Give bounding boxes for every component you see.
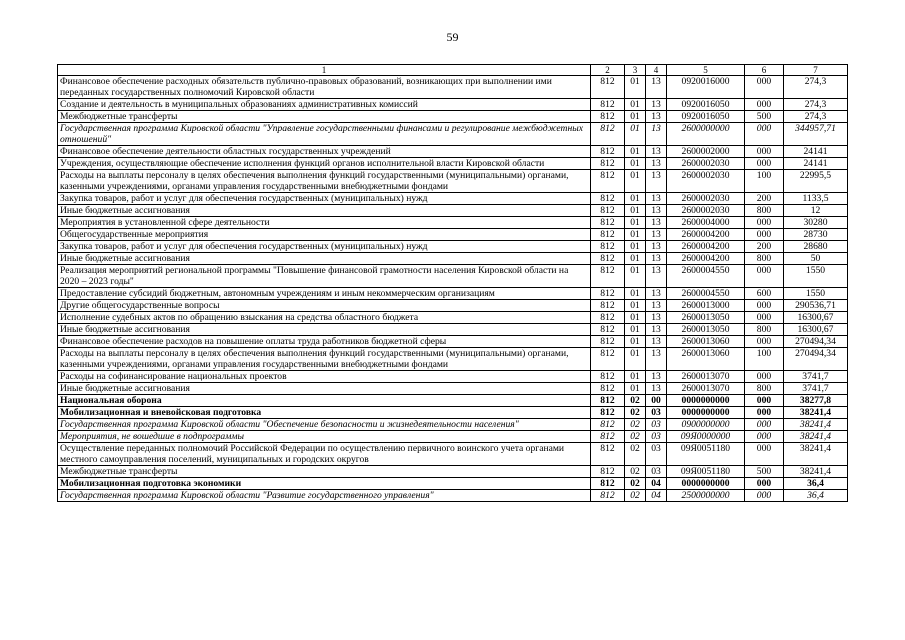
row-expense-type-cell: 000 [745, 76, 784, 99]
table-row [58, 407, 848, 419]
row-target-article-cell: 2600004550 [667, 265, 745, 288]
row-section-cell: 01 [625, 205, 646, 217]
row-section-cell: 01 [625, 158, 646, 170]
row-amount-cell: 270494,34 [784, 348, 848, 371]
row-target-article-cell: 2600002000 [667, 146, 745, 158]
table-row [58, 217, 848, 229]
table-header-row [58, 65, 848, 76]
row-name-cell: Другие общегосударственные вопросы [58, 300, 591, 312]
row-subsection-cell: 13 [646, 193, 667, 205]
row-section-cell: 02 [625, 431, 646, 443]
row-section-cell: 02 [625, 407, 646, 419]
row-grbs-cell: 812 [591, 419, 625, 431]
table-row [58, 431, 848, 443]
column-header: 3 [625, 65, 646, 76]
row-expense-type-cell: 800 [745, 324, 784, 336]
table-row [58, 205, 848, 217]
row-name-cell: Реализация мероприятий региональной программы "Повышение финансовой грамотности населения Кировской области на 2020 – 2023 годы" [58, 265, 591, 288]
row-section-cell: 01 [625, 265, 646, 288]
row-target-article-cell: 2600013070 [667, 371, 745, 383]
table-row [58, 348, 848, 371]
row-expense-type-cell: 500 [745, 111, 784, 123]
row-target-article-cell: 2600002030 [667, 205, 745, 217]
row-expense-type-cell: 000 [745, 217, 784, 229]
column-header: 2 [591, 65, 625, 76]
row-amount-cell: 38241,4 [784, 419, 848, 431]
row-expense-type-cell: 000 [745, 419, 784, 431]
row-subsection-cell: 13 [646, 383, 667, 395]
table-row [58, 419, 848, 431]
row-grbs-cell: 812 [591, 336, 625, 348]
table-row [58, 193, 848, 205]
row-section-cell: 02 [625, 478, 646, 490]
row-amount-cell: 38241,4 [784, 466, 848, 478]
row-expense-type-cell: 000 [745, 478, 784, 490]
row-target-article-cell: 2500000000 [667, 490, 745, 502]
row-subsection-cell: 03 [646, 407, 667, 419]
row-section-cell: 01 [625, 383, 646, 395]
row-section-cell: 01 [625, 241, 646, 253]
row-amount-cell: 22995,5 [784, 170, 848, 193]
row-grbs-cell: 812 [591, 146, 625, 158]
row-grbs-cell: 812 [591, 348, 625, 371]
row-name-cell: Финансовое обеспечение деятельности областных государственных учреждений [58, 146, 591, 158]
row-name-cell: Иные бюджетные ассигнования [58, 324, 591, 336]
row-section-cell: 01 [625, 146, 646, 158]
row-name-cell: Государственная программа Кировской области "Управление государственными финансами и регулирование межбюджетных отношений" [58, 123, 591, 146]
budget-table [57, 64, 848, 502]
row-target-article-cell: 2600013060 [667, 348, 745, 371]
row-subsection-cell: 04 [646, 490, 667, 502]
row-expense-type-cell: 000 [745, 158, 784, 170]
row-amount-cell: 290536,71 [784, 300, 848, 312]
row-subsection-cell: 13 [646, 265, 667, 288]
row-grbs-cell: 812 [591, 241, 625, 253]
row-grbs-cell: 812 [591, 466, 625, 478]
row-name-cell: Мероприятия, не вошедшие в подпрограммы [58, 431, 591, 443]
row-amount-cell: 16300,67 [784, 324, 848, 336]
page-number: 59 [446, 30, 459, 44]
row-grbs-cell: 812 [591, 478, 625, 490]
row-amount-cell: 3741,7 [784, 371, 848, 383]
row-expense-type-cell: 000 [745, 431, 784, 443]
row-amount-cell: 24141 [784, 158, 848, 170]
row-expense-type-cell: 100 [745, 348, 784, 371]
row-name-cell: Осуществление переданных полномочий Российской Федерации по осуществлению первичного воинского учета органами местного самоуправления поселений, муниципальных и городских округов [58, 443, 591, 466]
column-header: 1 [58, 65, 591, 76]
row-section-cell: 01 [625, 229, 646, 241]
row-target-article-cell: 0920016000 [667, 76, 745, 99]
row-subsection-cell: 13 [646, 288, 667, 300]
row-name-cell: Иные бюджетные ассигнования [58, 205, 591, 217]
row-target-article-cell: 2600004550 [667, 288, 745, 300]
row-target-article-cell: 2600013060 [667, 336, 745, 348]
row-subsection-cell: 13 [646, 300, 667, 312]
row-grbs-cell: 812 [591, 383, 625, 395]
row-name-cell: Финансовое обеспечение расходов на повышение оплаты труда работников бюджетной сферы [58, 336, 591, 348]
row-target-article-cell: 0000000000 [667, 395, 745, 407]
row-subsection-cell: 13 [646, 99, 667, 111]
row-target-article-cell: 2600004000 [667, 217, 745, 229]
row-amount-cell: 274,3 [784, 76, 848, 99]
row-target-article-cell: 0900000000 [667, 419, 745, 431]
row-name-cell: Мобилизационная и вневойсковая подготовка [58, 407, 591, 419]
row-target-article-cell: 2600004200 [667, 253, 745, 265]
table-row [58, 146, 848, 158]
row-expense-type-cell: 000 [745, 123, 784, 146]
row-name-cell: Иные бюджетные ассигнования [58, 383, 591, 395]
row-target-article-cell: 2600002030 [667, 158, 745, 170]
row-target-article-cell: 2600000000 [667, 123, 745, 146]
row-target-article-cell: 2600013000 [667, 300, 745, 312]
row-amount-cell: 274,3 [784, 99, 848, 111]
table-row [58, 466, 848, 478]
row-subsection-cell: 13 [646, 111, 667, 123]
row-subsection-cell: 03 [646, 431, 667, 443]
row-expense-type-cell: 000 [745, 490, 784, 502]
row-subsection-cell: 04 [646, 478, 667, 490]
row-subsection-cell: 13 [646, 123, 667, 146]
row-target-article-cell: 0920016050 [667, 99, 745, 111]
row-subsection-cell: 13 [646, 336, 667, 348]
row-amount-cell: 24141 [784, 146, 848, 158]
row-grbs-cell: 812 [591, 371, 625, 383]
row-grbs-cell: 812 [591, 431, 625, 443]
table-row [58, 76, 848, 99]
table-row [58, 336, 848, 348]
row-section-cell: 02 [625, 395, 646, 407]
row-subsection-cell: 13 [646, 229, 667, 241]
row-subsection-cell: 03 [646, 419, 667, 431]
row-amount-cell: 270494,34 [784, 336, 848, 348]
column-header: 5 [667, 65, 745, 76]
row-expense-type-cell: 000 [745, 443, 784, 466]
row-target-article-cell: 2600013070 [667, 383, 745, 395]
row-grbs-cell: 812 [591, 312, 625, 324]
row-expense-type-cell: 000 [745, 146, 784, 158]
row-expense-type-cell: 000 [745, 99, 784, 111]
row-grbs-cell: 812 [591, 395, 625, 407]
row-grbs-cell: 812 [591, 111, 625, 123]
row-grbs-cell: 812 [591, 407, 625, 419]
row-target-article-cell: 2600004200 [667, 241, 745, 253]
row-name-cell: Межбюджетные трансферты [58, 111, 591, 123]
row-subsection-cell: 13 [646, 217, 667, 229]
row-grbs-cell: 812 [591, 229, 625, 241]
row-section-cell: 01 [625, 371, 646, 383]
row-name-cell: Учреждения, осуществляющие обеспечение исполнения функций органов исполнительной власти Кировской области [58, 158, 591, 170]
row-name-cell: Расходы на выплаты персоналу в целях обеспечения выполнения функций государственными (муниципальными) органами, казенными учреждениями, органами управления государственными внебюджетными фондами [58, 170, 591, 193]
row-amount-cell: 1550 [784, 265, 848, 288]
row-subsection-cell: 13 [646, 205, 667, 217]
row-subsection-cell: 03 [646, 443, 667, 466]
row-section-cell: 01 [625, 336, 646, 348]
table-row [58, 395, 848, 407]
row-section-cell: 02 [625, 466, 646, 478]
row-amount-cell: 16300,67 [784, 312, 848, 324]
row-grbs-cell: 812 [591, 205, 625, 217]
row-section-cell: 01 [625, 253, 646, 265]
row-grbs-cell: 812 [591, 300, 625, 312]
row-amount-cell: 28680 [784, 241, 848, 253]
row-grbs-cell: 812 [591, 193, 625, 205]
table-row [58, 300, 848, 312]
row-amount-cell: 12 [784, 205, 848, 217]
row-amount-cell: 1550 [784, 288, 848, 300]
table-row [58, 170, 848, 193]
row-name-cell: Закупка товаров, работ и услуг для обеспечения государственных (муниципальных) нужд [58, 241, 591, 253]
row-amount-cell: 50 [784, 253, 848, 265]
row-name-cell: Создание и деятельность в муниципальных образованиях административных комиссий [58, 99, 591, 111]
table-row [58, 241, 848, 253]
table-row [58, 490, 848, 502]
row-expense-type-cell: 800 [745, 205, 784, 217]
row-expense-type-cell: 000 [745, 229, 784, 241]
row-grbs-cell: 812 [591, 76, 625, 99]
row-amount-cell: 36,4 [784, 478, 848, 490]
column-header: 6 [745, 65, 784, 76]
row-expense-type-cell: 800 [745, 253, 784, 265]
row-subsection-cell: 13 [646, 170, 667, 193]
row-grbs-cell: 812 [591, 170, 625, 193]
row-expense-type-cell: 000 [745, 371, 784, 383]
table-row [58, 383, 848, 395]
row-amount-cell: 36,4 [784, 490, 848, 502]
row-section-cell: 02 [625, 490, 646, 502]
row-target-article-cell: 0920016050 [667, 111, 745, 123]
row-grbs-cell: 812 [591, 253, 625, 265]
row-section-cell: 01 [625, 111, 646, 123]
row-amount-cell: 38241,4 [784, 443, 848, 466]
row-target-article-cell: 09Я0051180 [667, 466, 745, 478]
row-section-cell: 01 [625, 288, 646, 300]
row-section-cell: 01 [625, 300, 646, 312]
row-subsection-cell: 13 [646, 253, 667, 265]
row-grbs-cell: 812 [591, 443, 625, 466]
row-amount-cell: 38241,4 [784, 431, 848, 443]
column-header: 7 [784, 65, 848, 76]
row-grbs-cell: 812 [591, 123, 625, 146]
row-target-article-cell: 2600002030 [667, 170, 745, 193]
table-row [58, 371, 848, 383]
table-row [58, 253, 848, 265]
row-section-cell: 02 [625, 443, 646, 466]
row-subsection-cell: 13 [646, 146, 667, 158]
row-amount-cell: 38277,8 [784, 395, 848, 407]
row-expense-type-cell: 100 [745, 170, 784, 193]
row-amount-cell: 1133,5 [784, 193, 848, 205]
row-subsection-cell: 13 [646, 241, 667, 253]
table-row [58, 478, 848, 490]
row-expense-type-cell: 000 [745, 395, 784, 407]
row-section-cell: 01 [625, 99, 646, 111]
column-header: 4 [646, 65, 667, 76]
row-target-article-cell: 2600013050 [667, 312, 745, 324]
row-section-cell: 01 [625, 76, 646, 99]
table-row [58, 111, 848, 123]
row-subsection-cell: 13 [646, 371, 667, 383]
row-expense-type-cell: 200 [745, 241, 784, 253]
row-name-cell: Иные бюджетные ассигнования [58, 253, 591, 265]
row-amount-cell: 28730 [784, 229, 848, 241]
row-section-cell: 01 [625, 348, 646, 371]
row-subsection-cell: 13 [646, 348, 667, 371]
row-target-article-cell: 2600013050 [667, 324, 745, 336]
row-grbs-cell: 812 [591, 490, 625, 502]
row-name-cell: Исполнение судебных актов по обращению взыскания на средства областного бюджета [58, 312, 591, 324]
table-row [58, 123, 848, 146]
row-subsection-cell: 03 [646, 466, 667, 478]
row-name-cell: Национальная оборона [58, 395, 591, 407]
row-amount-cell: 3741,7 [784, 383, 848, 395]
table-row [58, 288, 848, 300]
row-subsection-cell: 13 [646, 76, 667, 99]
table-row [58, 158, 848, 170]
row-name-cell: Предоставление субсидий бюджетным, автономным учреждениям и иным некоммерческим организациям [58, 288, 591, 300]
row-grbs-cell: 812 [591, 158, 625, 170]
row-amount-cell: 30280 [784, 217, 848, 229]
row-subsection-cell: 13 [646, 158, 667, 170]
row-name-cell: Мероприятия в установленной сфере деятельности [58, 217, 591, 229]
row-expense-type-cell: 000 [745, 407, 784, 419]
row-name-cell: Расходы на софинансирование национальных проектов [58, 371, 591, 383]
row-name-cell: Государственная программа Кировской области "Обеспечение безопасности и жизнедеятельности населения" [58, 419, 591, 431]
row-section-cell: 01 [625, 170, 646, 193]
table-row [58, 229, 848, 241]
row-grbs-cell: 812 [591, 217, 625, 229]
row-expense-type-cell: 000 [745, 300, 784, 312]
table-row [58, 324, 848, 336]
row-expense-type-cell: 200 [745, 193, 784, 205]
row-expense-type-cell: 600 [745, 288, 784, 300]
row-target-article-cell: 2600002030 [667, 193, 745, 205]
row-amount-cell: 38241,4 [784, 407, 848, 419]
row-target-article-cell: 0000000000 [667, 478, 745, 490]
row-section-cell: 02 [625, 419, 646, 431]
row-expense-type-cell: 800 [745, 383, 784, 395]
row-amount-cell: 274,3 [784, 111, 848, 123]
row-section-cell: 01 [625, 312, 646, 324]
row-grbs-cell: 812 [591, 265, 625, 288]
row-name-cell: Межбюджетные трансферты [58, 466, 591, 478]
row-expense-type-cell: 500 [745, 466, 784, 478]
row-name-cell: Расходы на выплаты персоналу в целях обеспечения выполнения функций государственными (муниципальными) органами, казенными учреждениями, органами управления государственными внебюджетными фондами [58, 348, 591, 371]
table-row [58, 443, 848, 466]
row-grbs-cell: 812 [591, 324, 625, 336]
row-expense-type-cell: 000 [745, 336, 784, 348]
row-section-cell: 01 [625, 123, 646, 146]
row-subsection-cell: 13 [646, 324, 667, 336]
row-name-cell: Мобилизационная подготовка экономики [58, 478, 591, 490]
row-target-article-cell: 0000000000 [667, 407, 745, 419]
row-subsection-cell: 00 [646, 395, 667, 407]
row-name-cell: Общегосударственные мероприятия [58, 229, 591, 241]
row-name-cell: Закупка товаров, работ и услуг для обеспечения государственных (муниципальных) нужд [58, 193, 591, 205]
row-section-cell: 01 [625, 324, 646, 336]
row-subsection-cell: 13 [646, 312, 667, 324]
row-name-cell: Финансовое обеспечение расходных обязательств публично-правовых образований, возникающих при выполнении ими переданных государственных полномочий Кировской области [58, 76, 591, 99]
row-target-article-cell: 09Я0051180 [667, 443, 745, 466]
row-target-article-cell: 09Я0000000 [667, 431, 745, 443]
row-expense-type-cell: 000 [745, 265, 784, 288]
row-section-cell: 01 [625, 217, 646, 229]
table-row [58, 312, 848, 324]
table-row [58, 265, 848, 288]
row-amount-cell: 344957,71 [784, 123, 848, 146]
row-target-article-cell: 2600004200 [667, 229, 745, 241]
row-name-cell: Государственная программа Кировской области "Развитие государственного управления" [58, 490, 591, 502]
row-grbs-cell: 812 [591, 99, 625, 111]
row-expense-type-cell: 000 [745, 312, 784, 324]
row-grbs-cell: 812 [591, 288, 625, 300]
table-row [58, 99, 848, 111]
row-section-cell: 01 [625, 193, 646, 205]
